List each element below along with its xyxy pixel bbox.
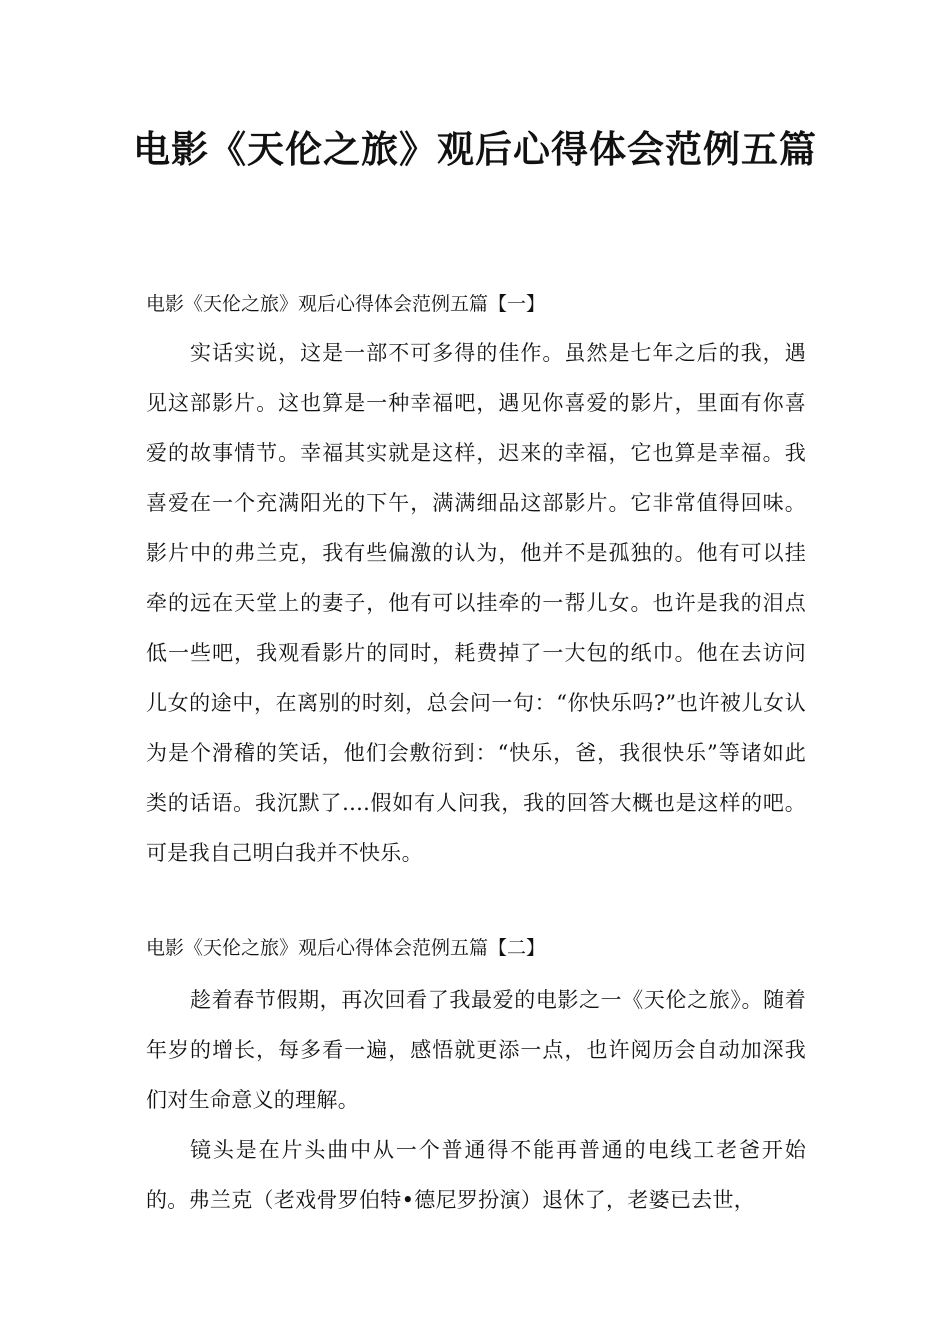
document-title: 电影《天伦之旅》观后心得体会范例五篇 [133,128,817,171]
section-heading-2: 电影《天伦之旅》观后心得体会范例五篇【二】 [146,937,546,959]
section-2-paragraph-2: 镜头是在片头曲中从一个普通得不能再普通的电线工老爸开始的。弗兰克（老戏骨罗伯特•德尼罗扮演）退休了，老婆已去世， [146,1138,806,1212]
section-2-paragraph-1: 趁着春节假期，再次回看了我最爱的电影之一《天伦之旅》。随着年岁的增长，每多看一遍，感悟就更添一点，也许阅历会自动加深我们对生命意义的理解。 [146,988,806,1112]
section-heading-1: 电影《天伦之旅》观后心得体会范例五篇【一】 [146,293,546,315]
section-1-paragraph-1: 实话实说，这是一部不可多得的佳作。虽然是七年之后的我，遇见这部影片。这也算是一种幸福吧，遇见你喜爱的影片，里面有你喜爱的故事情节。幸福其实就是这样，迟来的幸福，它也算是幸福。我喜爱在一个充满阳光的下午，满满细品这部影片。它非常值得回味。影片中的弗兰克，我有些偏激的认为，他并不是孤独的。他有可以挂牵的远在天堂上的妻子，他有可以挂牵的一帮儿女。也许是我的泪点低一些吧，我观看影片的同时，耗费掉了一大包的纸巾。他在去访问儿女的途中，在离别的时刻，总会问一句：“你快乐吗?”也许被儿女认为是个滑稽的笑话，他们会敷衍到：“快乐，爸，我很快乐”等诸如此类的话语。我沉默了....假如有人问我，我的回答大概也是这样的吧。可是我自己明白我并不快乐。 [146,341,806,865]
